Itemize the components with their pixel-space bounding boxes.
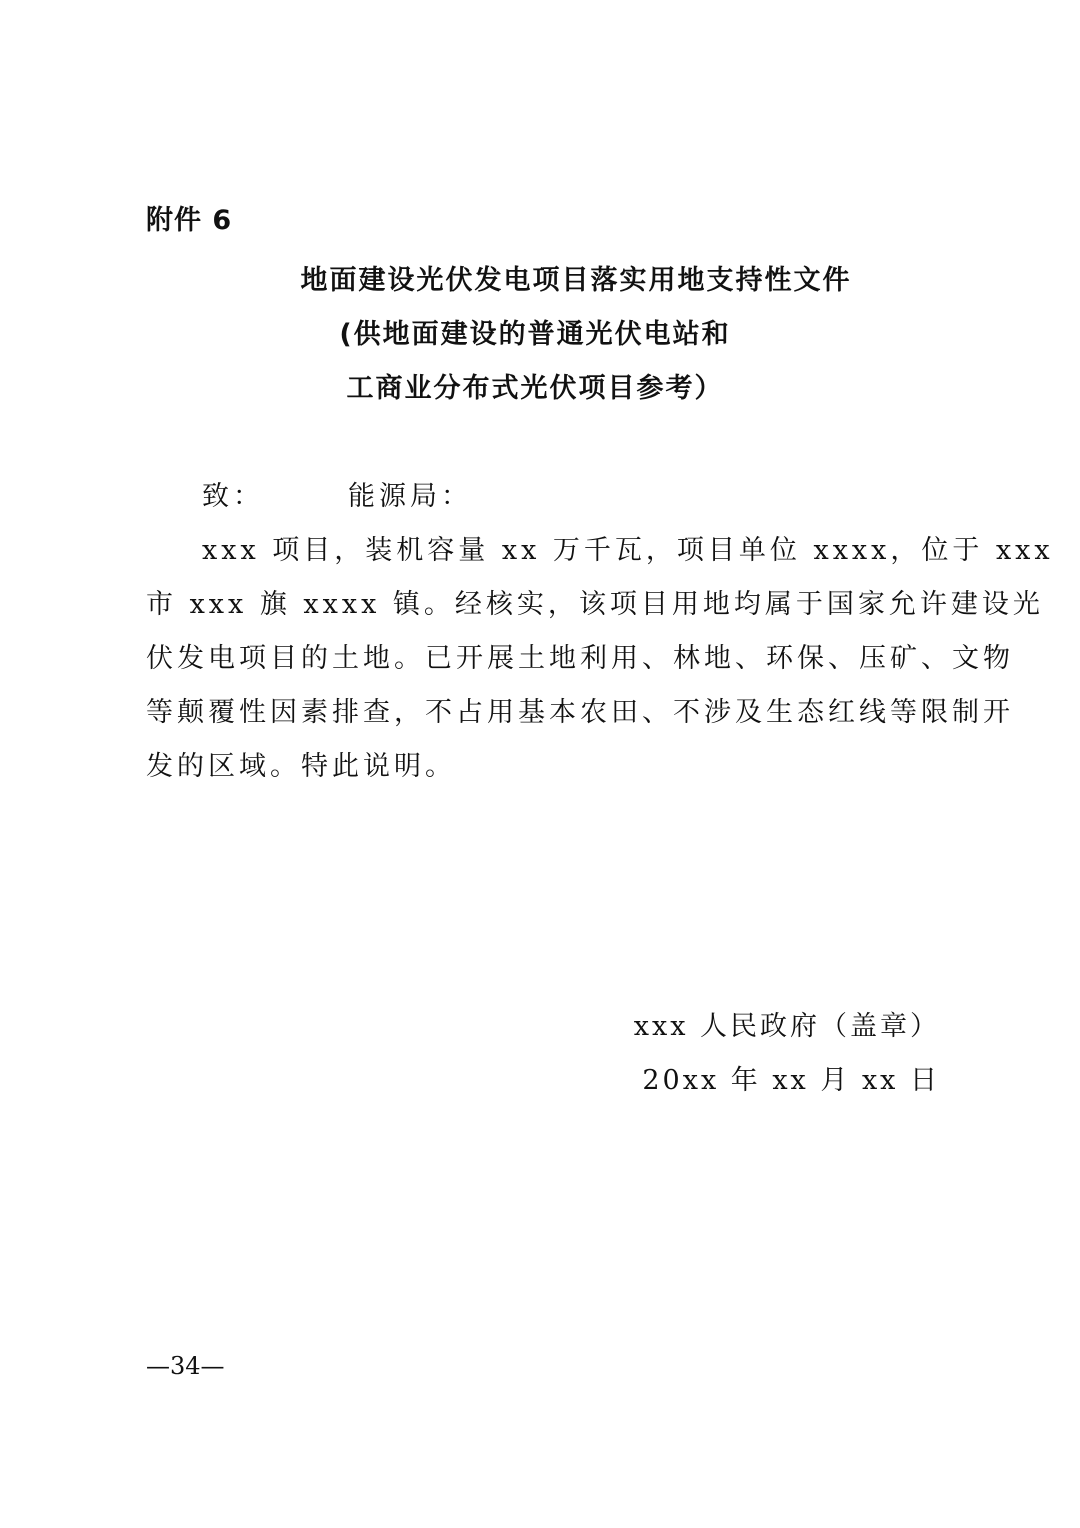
attachment-label: 附件 6 xyxy=(146,205,233,236)
body-line-2: 市 xxx 旗 xxxx 镇。经核实，该项目用地均属于国家允许建设光 xyxy=(146,589,1044,620)
document-title-line-3: 工商业分布式光伏项目参考） xyxy=(346,373,724,404)
document-title-line-1: 地面建设光伏发电项目落实用地支持性文件 xyxy=(300,265,852,296)
recipient: 能源局： xyxy=(348,481,472,512)
body-line-3: 伏发电项目的土地。已开展土地利用、林地、环保、压矿、文物 xyxy=(146,643,1014,674)
signature-organization: xxx 人民政府（盖章） xyxy=(633,1011,940,1042)
signature-date: 20xx 年 xx 月 xx 日 xyxy=(642,1065,940,1096)
page-number: —34— xyxy=(146,1352,225,1380)
body-line-1: xxx 项目，装机容量 xx 万千瓦，项目单位 xxxx，位于 xxx xyxy=(202,535,1054,566)
body-line-4: 等颠覆性因素排查，不占用基本农田、不涉及生态红线等限制开 xyxy=(146,697,1014,728)
salutation: 致： xyxy=(202,481,264,512)
body-line-5: 发的区域。特此说明。 xyxy=(146,751,456,782)
document-title-line-2: (供地面建设的普通光伏电站和 xyxy=(339,319,731,350)
